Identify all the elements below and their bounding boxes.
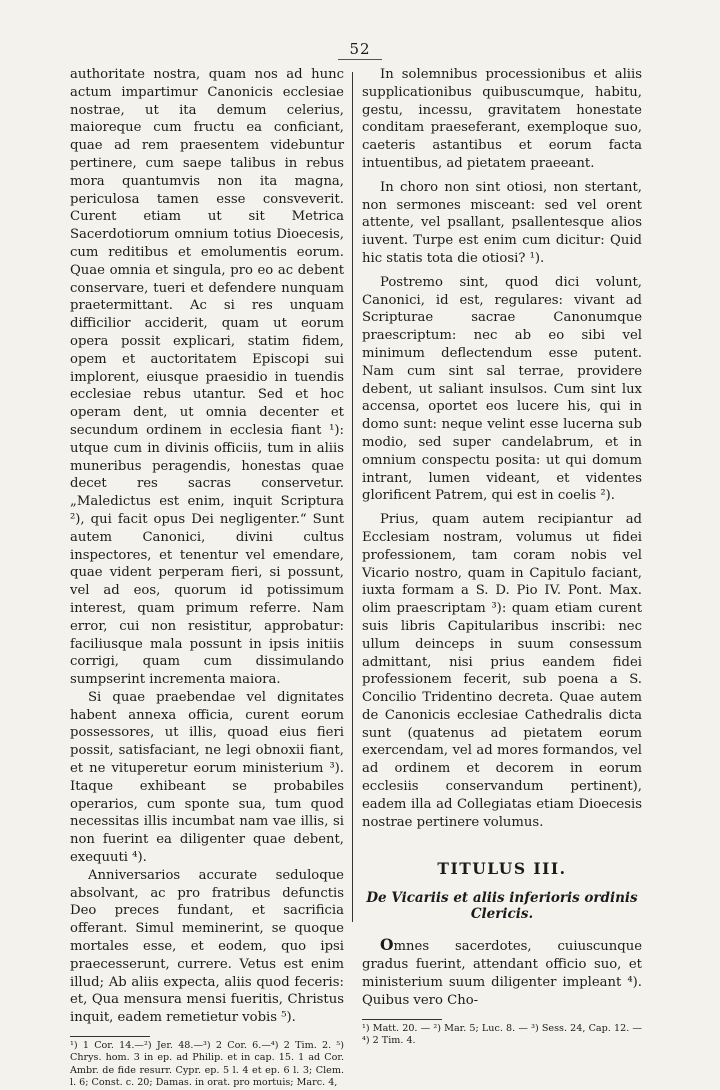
page-number: 52 <box>349 40 371 58</box>
column-divider <box>352 72 353 922</box>
right-footnote-rule <box>362 1019 442 1020</box>
right-paragraph-5 <box>362 936 642 1009</box>
right-paragraph-2: In choro non sint otiosi, non stertant, non sermones misceant: sed vel orent attente, vel psallant, psallentesque alios iuvent. Turpe est enim cum dicitur: Quid hic statis tota die otiosi? ¹). <box>362 179 642 266</box>
page-number-ornament <box>338 59 382 60</box>
section-title: TITULUS III. <box>437 859 567 879</box>
left-paragraph-3: Anniversarios accurate seduloque absolvant, ac pro fratribus defunctis Deo preces fundant, et sacrificia offerant. Simul meminerint, se quoque mortales esse, et eodem, quo ipsi praecesserunt, currere. Vetus est enim illud; Ab aliis expecta, aliis quod feceris: et, Qua mensura mensi fueritis, Christus inquit, eadem remetietur vobis ⁵). <box>70 867 344 1026</box>
left-paragraph-1: authoritate nostra, quam nos ad hunc actum impartimur Canonicis ecclesiae nostrae, ut ita demum celerius, maioreque cum fructu ea conficiant, quae ad rem praesentem videbuntur pertinere, cum saepe talibus in rebus mora quantumvis non ita magna, periculosa tamen esse consveverit. Curent etiam ut sit Metrica Sacerdotiorum omnium totius Dioecesis, cum reditibus et emolumentis eorum. Quae omnia et singula, pro eo ac debent conservare, tueri et defendere nunquam praetermittant. Ac si res unquam difficilior acciderit, quam ut eorum opera possit explicari, statim fidem, opem et auctoritatem Episcopi sui implorent, eiusque praesidio in tuendis ecclesiae rebus utantur. Sed et hoc operam dent, ut omnia decenter et secundum ordinem in ecclesia fiant ¹): utque cum in divinis officiis, tum in aliis muneribus peragendis, honestas quae decet res sacras conservetur. „Maledictus est enim, inquit Scriptura ²), qui facit opus Dei negligenter.“ Sunt autem Canonici, divini cultus inspectores, et tenentur vel emendare, quae vident perperam fieri, si possunt, vel ad eos, quorum id potissimum interest, quam primum referre. Nam error, cui non resistitur, approbatur: faciliusque mala possunt in ipsis initiis corrigi, quam cum dissimulando sumpserint incrementa maiora. <box>70 67 344 688</box>
left-footnotes: ¹) 1 Cor. 14.—²) Jer. 48.—³) 2 Cor. 6.—⁴) 2 Tim. 2. ⁵) Chrys. hom. 3 in ep. ad Philip. et in cap. 15. 1 ad Cor. Ambr. de fide resurr. Cypr. ep. 5 l. 4 et ep. 6 l. 3; Clem. l. 6; Const. c. 20; Damas. in orat. pro mortuis; Marc. 4, <box>70 1040 344 1089</box>
drop-cap: O <box>380 935 394 955</box>
section-subtitle: De Vicariis et aliis inferioris ordinis Clericis. <box>366 890 638 923</box>
left-footnote-rule <box>70 1036 150 1037</box>
right-paragraph-4: Prius, quam autem recipiantur ad Ecclesiam nostram, volumus ut fidei professionem, tam coram nobis vel Vicario nostro, quam in Capitulo faciant, iuxta formam a S. D. Pio IV. Pont. Max. olim praescriptam ³): quam etiam curent suis libris Capitularibus inscribi: nec ullum deinceps in suum consessum admittant, nisi prius eandem fidei professionem fecerit, sub poena a S. Concilio Tridentino decreta. Quae autem de Canonicis ecclesiae Cathedralis dicta sunt (quatenus ad pietatem eorum exercendam, vel ad mores formandos, vel ad ordinem et decorem in eorum ecclesiis conservandum pertinent), eadem illa ad Collegiatas etiam Dioecesis nostrae pertinere volumus. <box>362 512 642 830</box>
right-paragraph-3: Postremo sint, quod dici volunt, Canonici, id est, regulares: vivant ad Scripturae sacrae Canonumque praescriptum: nec ab eo sibi vel minimum deflectendum esse putent. Nam cum sint sal terrae, providere debent, ut saliant insulsos. Cum sint lux accensa, oportet eos lucere his, qui in domo sunt: neque velint esse lucerna sub modio, sed super candelabrum, et in omnium conspectu posita: ut qui domum intrant, lumen videant, et videntes glorificent Patrem, qui est in coelis ²). <box>362 274 642 504</box>
left-paragraph-2: Si quae praebendae vel dignitates habent annexa officia, curent eorum possessores, ut illis, quoad eius fieri possit, satisfaciant, ne legi obnoxii fiant, et ne vituperetur eorum ministerium ³). Itaque exhibeant se probabiles operarios, cum sponte sua, tum quod necessitas illis incumbat nam vae illis, si non fuerint ea diligenter quae debent, exequuti ⁴). <box>70 689 344 866</box>
right-column <box>362 66 642 1047</box>
right-paragraph-5-text: mnes sacerdotes, cuiuscunque gradus fuerint, attendant officio suo, et ministerium suum diligenter impleant ⁴). Quibus vero Cho- <box>362 939 642 1008</box>
right-paragraph-1: In solemnibus processionibus et aliis supplicationibus quibuscumque, habitu, gestu, incessu, gravitatem honestate conditam praeseferant, exemploque suo, caeteris astantibus et eorum facta intuentibus, ad pietatem praeeant. <box>362 67 642 171</box>
left-column <box>70 66 344 1090</box>
right-footnotes: ¹) Matt. 20. — ²) Mar. 5; Luc. 8. — ³) Sess. 24, Cap. 12. — ⁴) 2 Tim. 4. <box>362 1022 642 1047</box>
